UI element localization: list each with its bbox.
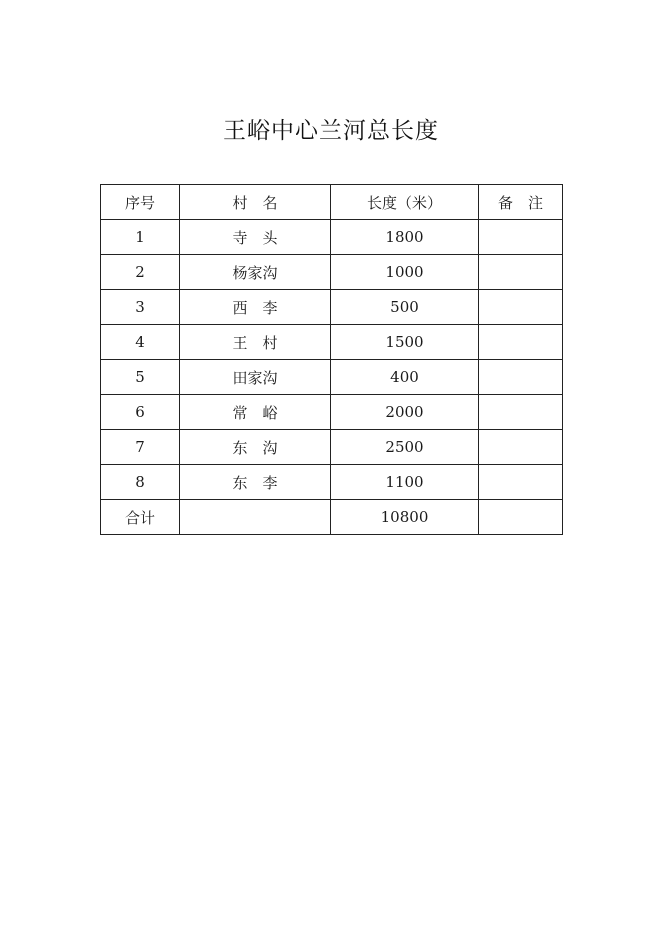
row-village: 东 李 [180, 465, 331, 500]
row-index: 8 [101, 465, 180, 500]
row-length: 2000 [331, 395, 479, 430]
row-length: 2500 [331, 430, 479, 465]
table-header-row [101, 185, 563, 220]
row-index: 7 [101, 430, 180, 465]
header-remark: 备 注 [479, 185, 563, 220]
row-index: 4 [101, 325, 180, 360]
row-village: 寺 头 [180, 220, 331, 255]
row-index: 5 [101, 360, 180, 395]
row-remark [479, 465, 563, 500]
row-length: 1000 [331, 255, 479, 290]
river-length-table [100, 184, 563, 535]
row-index: 3 [101, 290, 180, 325]
total-label: 合计 [101, 500, 180, 535]
row-remark [479, 290, 563, 325]
table-row [101, 395, 563, 430]
row-village: 常 峪 [180, 395, 331, 430]
table-row [101, 220, 563, 255]
row-village: 西 李 [180, 290, 331, 325]
page-title: 王峪中心兰河总长度 [223, 118, 439, 144]
table-row [101, 465, 563, 500]
total-length: 10800 [331, 500, 479, 535]
row-remark [479, 430, 563, 465]
row-index: 2 [101, 255, 180, 290]
table-row [101, 325, 563, 360]
row-length: 500 [331, 290, 479, 325]
row-village: 杨家沟 [180, 255, 331, 290]
row-length: 1100 [331, 465, 479, 500]
row-index: 6 [101, 395, 180, 430]
table-row [101, 430, 563, 465]
row-remark [479, 360, 563, 395]
header-index: 序号 [101, 185, 180, 220]
row-village: 王 村 [180, 325, 331, 360]
table-row [101, 255, 563, 290]
header-length: 长度（米） [331, 185, 479, 220]
header-village: 村 名 [180, 185, 331, 220]
row-length: 1800 [331, 220, 479, 255]
row-length: 1500 [331, 325, 479, 360]
row-remark [479, 220, 563, 255]
total-row [101, 500, 563, 535]
row-village: 东 沟 [180, 430, 331, 465]
row-length: 400 [331, 360, 479, 395]
table-row [101, 290, 563, 325]
row-remark [479, 395, 563, 430]
row-index: 1 [101, 220, 180, 255]
row-remark [479, 325, 563, 360]
table-row [101, 360, 563, 395]
row-remark [479, 255, 563, 290]
row-village: 田家沟 [180, 360, 331, 395]
total-village [180, 500, 331, 535]
total-remark [479, 500, 563, 535]
